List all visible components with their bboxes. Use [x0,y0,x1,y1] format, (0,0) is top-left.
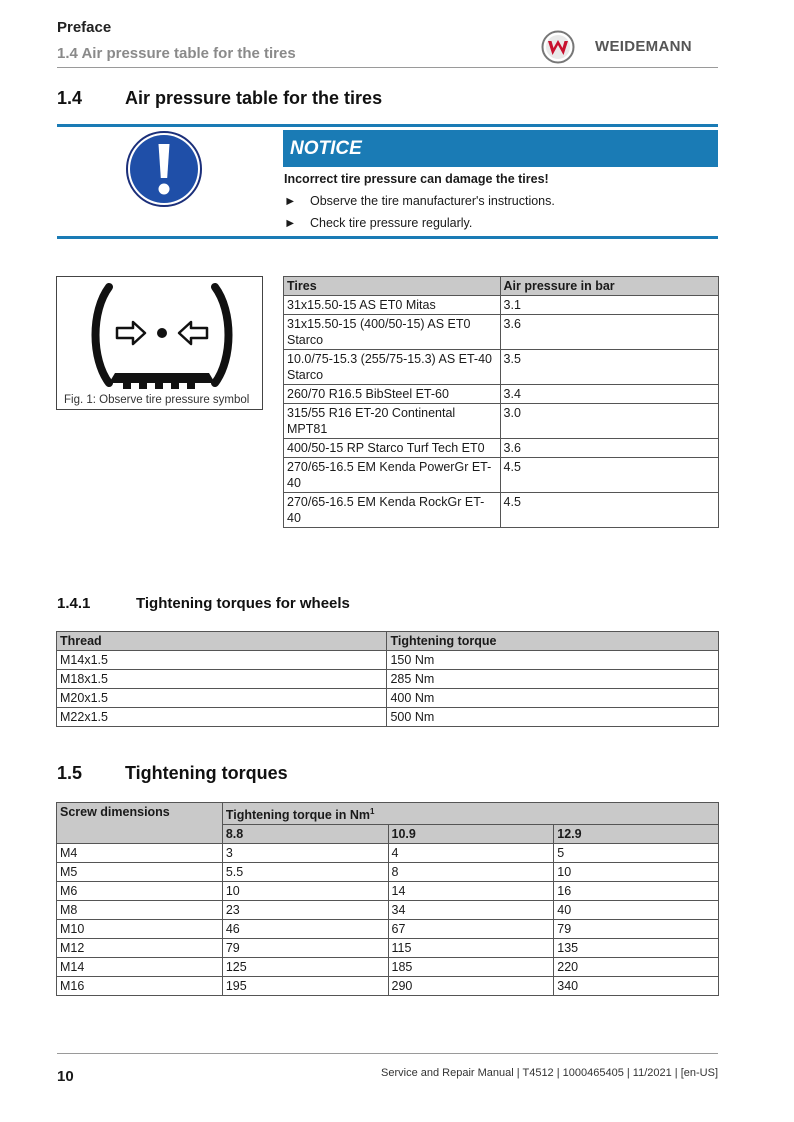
footer-divider [57,1053,718,1054]
torque-cell: 400 Nm [387,689,719,708]
pressure-cell: 4.5 [500,493,718,528]
table-row [57,977,719,996]
thread-cell: M18x1.5 [57,670,387,689]
header-torque-group [222,803,718,825]
tire-cell: 315/55 R16 ET-20 Continental MPT81 [284,404,501,439]
value-cell: 10 [222,882,388,901]
torque-cell: 285 Nm [387,670,719,689]
pressure-cell: 3.6 [500,439,718,458]
screw-cell: M10 [57,920,223,939]
header-air-pressure: Air pressure in bar [500,277,718,296]
value-cell: 290 [388,977,554,996]
tire-cell: 400/50-15 RP Starco Turf Tech ET0 [284,439,501,458]
tire-cell: 260/70 R16.5 BibSteel ET-60 [284,385,501,404]
table-row [57,901,719,920]
table-row [284,296,719,315]
header-tires: Tires [284,277,501,296]
section-title: Tightening torques for wheels [136,595,350,612]
screw-cell: M5 [57,863,223,882]
screw-cell: M14 [57,958,223,977]
table-row [57,882,719,901]
table-row [284,350,719,385]
notice-item-text: Observe the tire manufacturer's instructions. [310,194,555,208]
notice-banner [283,130,718,167]
screw-cell: M16 [57,977,223,996]
figure-tire-pressure [56,276,263,410]
table-row [284,458,719,493]
value-cell: 10 [554,863,719,882]
table-header-row [57,803,719,825]
table-row [57,670,719,689]
value-cell: 3 [222,844,388,863]
weidemann-emblem-icon [541,30,577,66]
header-screw-dimensions: Screw dimensions [57,803,223,844]
screw-cell: M6 [57,882,223,901]
header-section: 1.4 Air pressure table for the tires [57,45,296,62]
value-cell: 40 [554,901,719,920]
tire-pressure-symbol-icon [87,281,237,391]
table-row [284,493,719,528]
thread-cell: M14x1.5 [57,651,387,670]
table-row [57,689,719,708]
notice-title: NOTICE [290,138,362,159]
tire-pressure-table [283,276,719,528]
header-grade: 10.9 [388,825,554,844]
pressure-cell: 3.0 [500,404,718,439]
value-cell: 8 [388,863,554,882]
table-header-row [284,277,719,296]
value-cell: 340 [554,977,719,996]
pressure-cell: 3.6 [500,315,718,350]
notice-headline: Incorrect tire pressure can damage the tires! [284,172,549,186]
tire-cell: 10.0/75-15.3 (255/75-15.3) AS ET-40 Starco [284,350,501,385]
torque-cell: 500 Nm [387,708,719,727]
weidemann-logo [541,30,721,64]
section-title: Air pressure table for the tires [125,88,383,108]
wheel-torque-table [56,631,719,727]
value-cell: 135 [554,939,719,958]
torque-cell: 150 Nm [387,651,719,670]
table-row [57,920,719,939]
value-cell: 185 [388,958,554,977]
tire-cell: 270/65-16.5 EM Kenda PowerGr ET-40 [284,458,501,493]
value-cell: 220 [554,958,719,977]
section-title: Tightening torques [125,763,288,783]
mandatory-exclamation-icon [125,130,203,208]
notice-item-text: Check tire pressure regularly. [310,216,473,230]
figure-caption: Fig. 1: Observe tire pressure symbol [64,394,250,406]
screw-cell: M12 [57,939,223,958]
table-row [284,385,719,404]
header-grade: 8.8 [222,825,388,844]
tire-cell: 31x15.50-15 (400/50-15) AS ET0 Starco [284,315,501,350]
header-grade: 12.9 [554,825,719,844]
table-row [57,844,719,863]
header-chapter: Preface [57,19,112,36]
table-row [284,439,719,458]
table-row [57,958,719,977]
page-number: 10 [57,1068,74,1085]
screw-cell: M4 [57,844,223,863]
table-row [57,863,719,882]
section-number: 1.5 [57,763,83,783]
notice-top-rule [57,124,718,127]
value-cell: 23 [222,901,388,920]
value-cell: 79 [222,939,388,958]
table-row [57,939,719,958]
thread-cell: M20x1.5 [57,689,387,708]
pressure-cell: 3.1 [500,296,718,315]
value-cell: 34 [388,901,554,920]
value-cell: 79 [554,920,719,939]
header-divider [57,67,718,68]
pressure-cell: 3.4 [500,385,718,404]
value-cell: 46 [222,920,388,939]
tire-cell: 31x15.50-15 AS ET0 Mitas [284,296,501,315]
bullet-arrow-icon: ► [284,216,297,230]
screw-cell: M8 [57,901,223,920]
pressure-cell: 3.5 [500,350,718,385]
screw-torque-table [56,802,719,996]
value-cell: 16 [554,882,719,901]
value-cell: 4 [388,844,554,863]
notice-bottom-rule [57,236,718,239]
bullet-arrow-icon: ► [284,194,297,208]
brand-name: WEIDEMANN [595,38,692,55]
table-row [284,404,719,439]
section-number: 1.4 [57,88,83,108]
value-cell: 195 [222,977,388,996]
value-cell: 125 [222,958,388,977]
footer-info: Service and Repair Manual | T4512 | 1000465405 | 11/2021 | [en-US] [381,1067,718,1079]
thread-cell: M22x1.5 [57,708,387,727]
value-cell: 115 [388,939,554,958]
value-cell: 5 [554,844,719,863]
footnote-mark: 1 [370,807,375,816]
header-torque-group-label: Tightening torque in Nm [225,808,371,823]
value-cell: 14 [388,882,554,901]
table-row [57,651,719,670]
section-number: 1.4.1 [57,595,91,612]
header-tightening-torque: Tightening torque [387,632,719,651]
table-header-row [57,632,719,651]
value-cell: 67 [388,920,554,939]
table-row [284,315,719,350]
value-cell: 5.5 [222,863,388,882]
header-thread: Thread [57,632,387,651]
pressure-cell: 4.5 [500,458,718,493]
table-row [57,708,719,727]
tire-cell: 270/65-16.5 EM Kenda RockGr ET-40 [284,493,501,528]
